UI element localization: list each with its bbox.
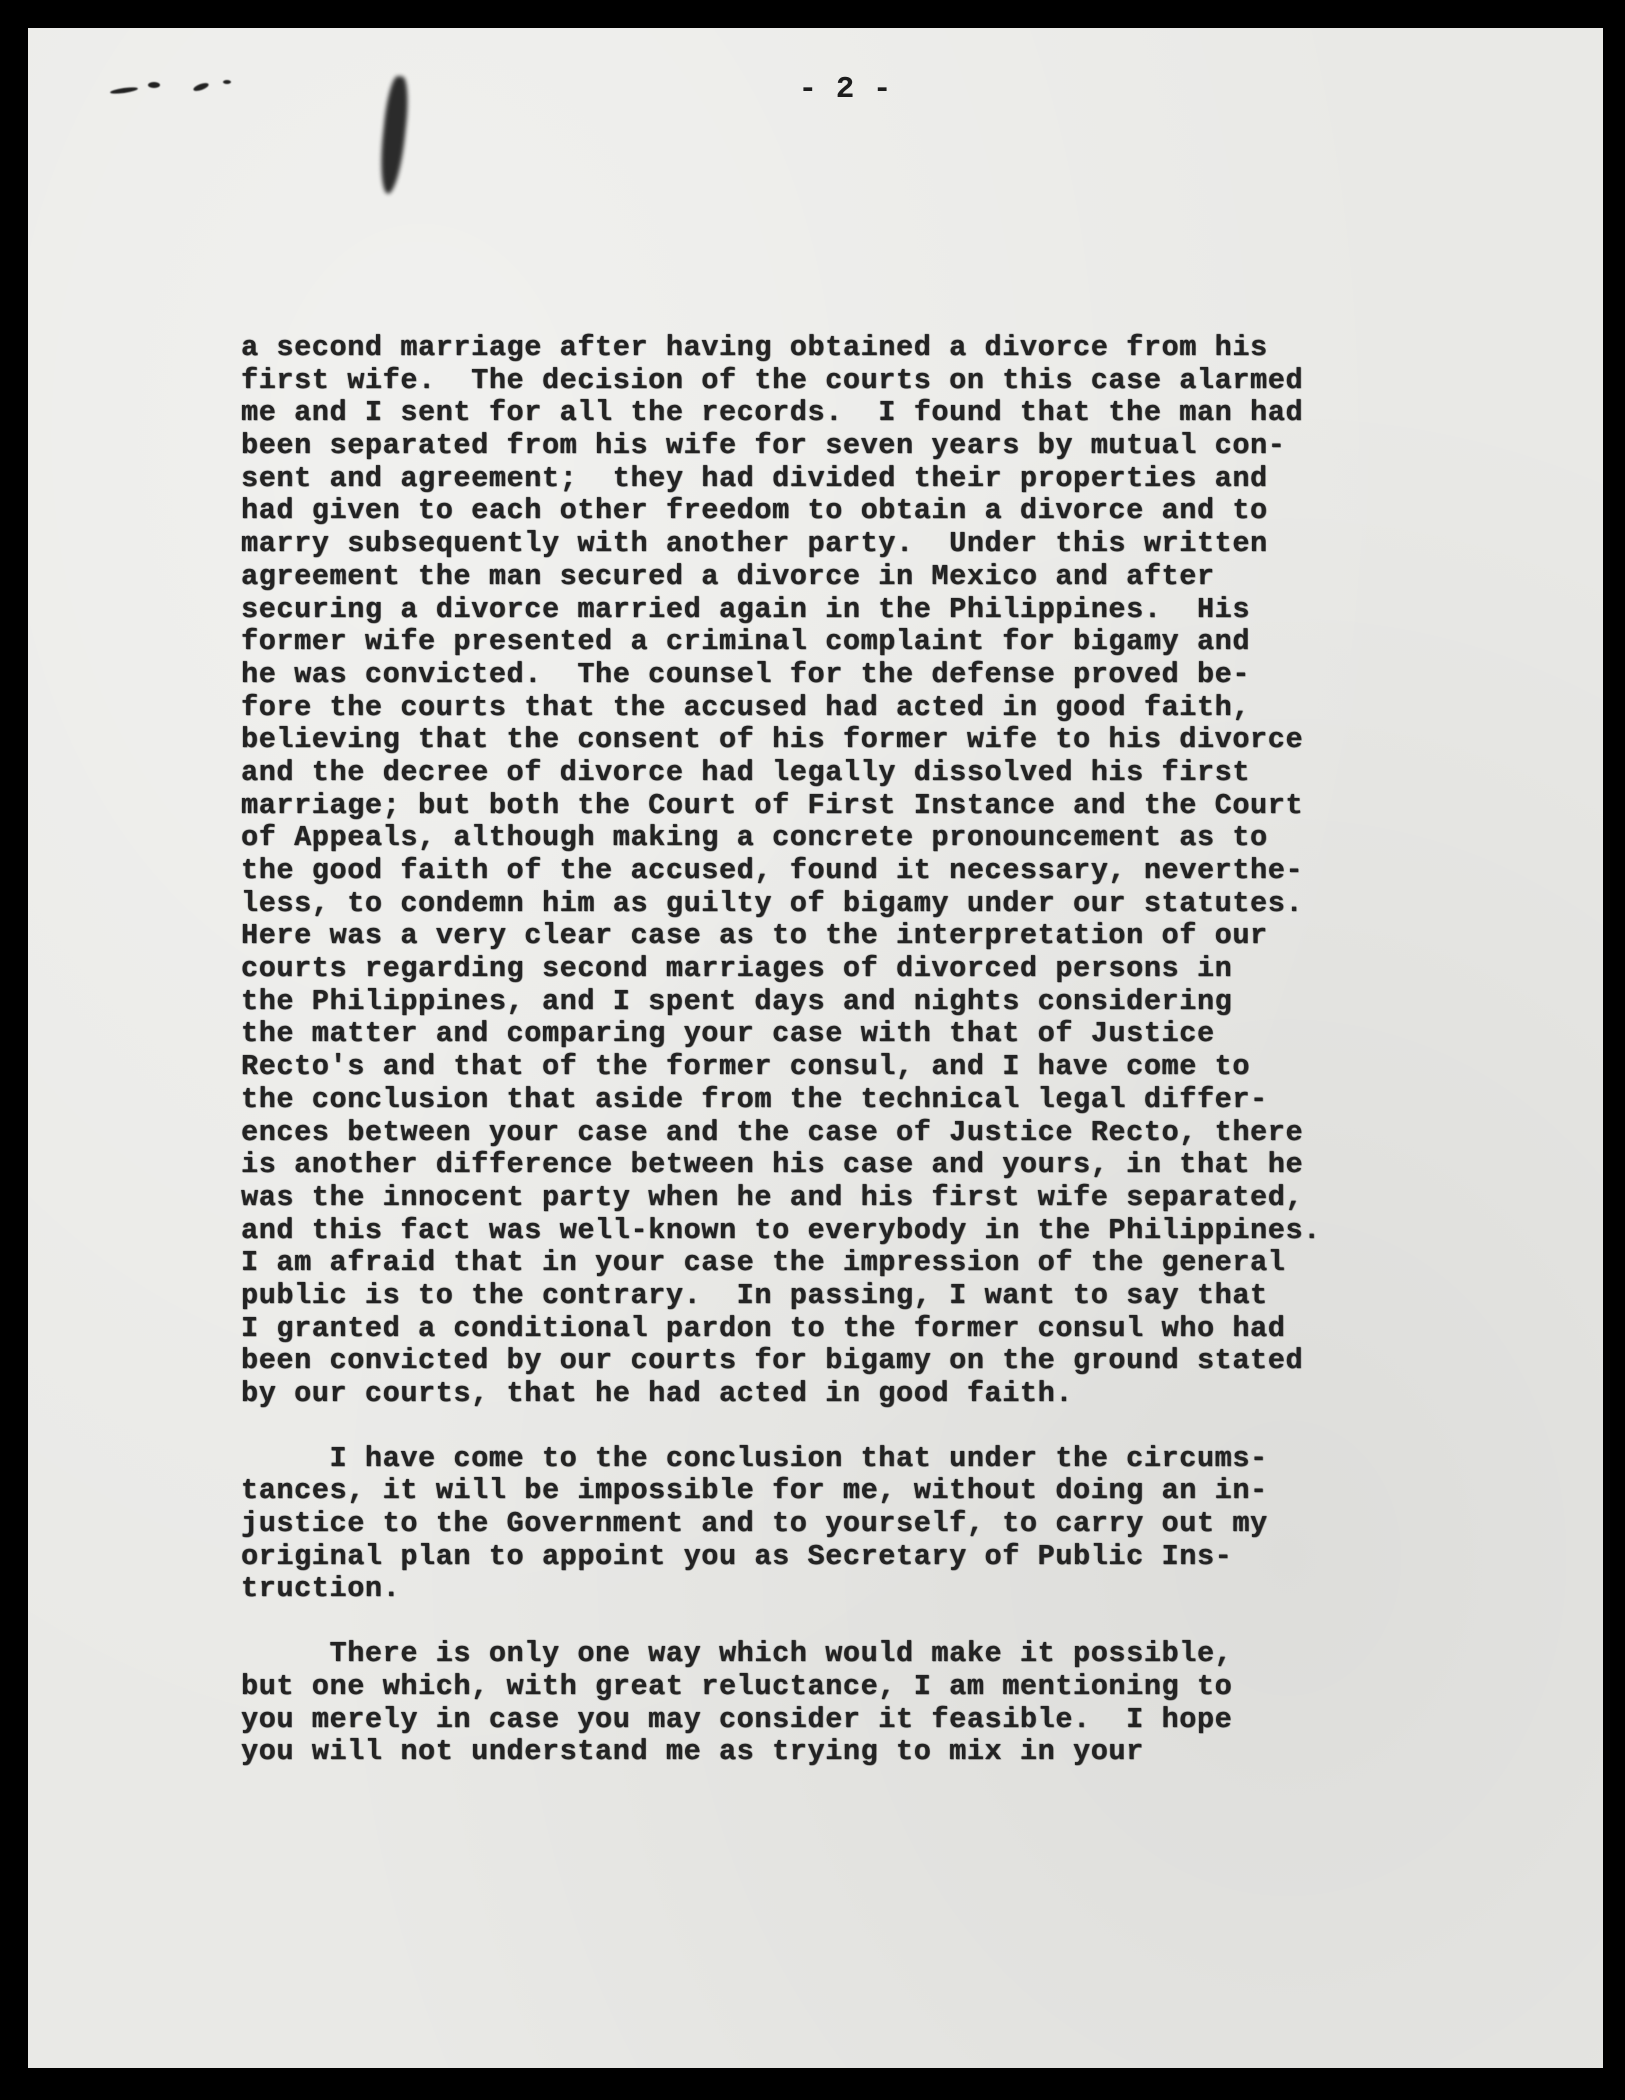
text-line: the matter and comparing your case with that of Justice xyxy=(241,1017,1215,1051)
text-line: a second marriage after having obtained a divorce from his xyxy=(241,331,1268,364)
text-line: original plan to appoint you as Secretary of Public Ins- xyxy=(241,1539,1233,1573)
text-line: of Appeals, although making a concrete pronouncement as to xyxy=(241,821,1268,855)
text-line: been convicted by our courts for bigamy on the ground stated xyxy=(241,1344,1304,1378)
text-line: is another difference between his case and yours, in that he xyxy=(241,1148,1304,1182)
text-line: sent and agreement; they had divided their properties and xyxy=(241,461,1268,495)
ink-speck xyxy=(192,81,209,92)
text-line: agreement the man secured a divorce in Mexico and after xyxy=(241,559,1215,593)
text-line: by our courts, that he had acted in good faith. xyxy=(241,1377,1074,1410)
text-line: and the decree of divorce had legally dissolved his first xyxy=(241,755,1251,789)
text-line: Recto's and that of the former consul, and I have come to xyxy=(241,1050,1251,1084)
text-line: former wife presented a criminal complaint for bigamy and xyxy=(241,625,1251,659)
text-line: I am afraid that in your case the impression of the general xyxy=(241,1246,1286,1280)
text-line: truction. xyxy=(241,1572,401,1606)
page-number: - 2 - xyxy=(798,72,892,107)
text-line: courts regarding second marriages of divorced persons in xyxy=(241,952,1233,986)
ink-speck xyxy=(148,82,160,88)
text-line: I granted a conditional pardon to the former consul who had xyxy=(241,1311,1286,1345)
text-line: Here was a very clear case as to the interpretation of our xyxy=(241,919,1268,953)
ink-speck xyxy=(223,80,231,84)
text-line: I have come to the conclusion that under the circums- xyxy=(241,1441,1268,1475)
text-line: public is to the contrary. In passing, I want to say that xyxy=(241,1278,1268,1312)
text-line: marry subsequently with another party. Under this written xyxy=(241,527,1268,561)
text-line: you merely in case you may consider it feasible. I hope xyxy=(241,1702,1233,1736)
text-line: the conclusion that aside from the technical legal differ- xyxy=(241,1082,1268,1116)
text-line: securing a divorce married again in the Philippines. His xyxy=(241,592,1251,626)
text-line: had given to each other freedom to obtain a divorce and to xyxy=(241,494,1268,528)
letter-body xyxy=(241,332,1461,1769)
ink-smudge xyxy=(377,75,411,195)
text-line: tances, it will be impossible for me, without doing an in- xyxy=(241,1474,1268,1508)
text-line: you will not understand me as trying to mix in your xyxy=(241,1735,1144,1769)
text-line: me and I sent for all the records. I found that the man had xyxy=(241,396,1304,430)
paragraph xyxy=(241,332,1461,1411)
text-line: believing that the consent of his former wife to his divorce xyxy=(241,723,1304,757)
text-line: the good faith of the accused, found it necessary, neverthe- xyxy=(241,854,1304,887)
text-line: fore the courts that the accused had acted in good faith, xyxy=(241,690,1251,724)
text-line: ences between your case and the case of Justice Recto, there xyxy=(241,1115,1304,1149)
text-line: There is only one way which would make it possible, xyxy=(241,1637,1233,1671)
text-line: marriage; but both the Court of First Instance and the Court xyxy=(241,788,1304,822)
text-line: first wife. The decision of the courts on this case alarmed xyxy=(241,363,1304,397)
text-line: the Philippines, and I spent days and nights considering xyxy=(241,984,1233,1018)
text-line: he was convicted. The counsel for the defense proved be- xyxy=(241,657,1251,691)
text-line: was the innocent party when he and his first wife separated, xyxy=(241,1180,1304,1214)
text-line: but one which, with great reluctance, I am mentioning to xyxy=(241,1669,1233,1703)
ink-speck xyxy=(110,86,138,95)
paragraph xyxy=(241,1443,1461,1606)
text-line: and this fact was well-known to everybody in the Philippines. xyxy=(241,1213,1321,1247)
paragraph xyxy=(241,1638,1461,1769)
text-line: been separated from his wife for seven years by mutual con- xyxy=(241,429,1286,463)
text-line: less, to condemn him as guilty of bigamy under our statutes. xyxy=(241,886,1304,920)
text-line: justice to the Government and to yourself, to carry out my xyxy=(241,1507,1268,1541)
